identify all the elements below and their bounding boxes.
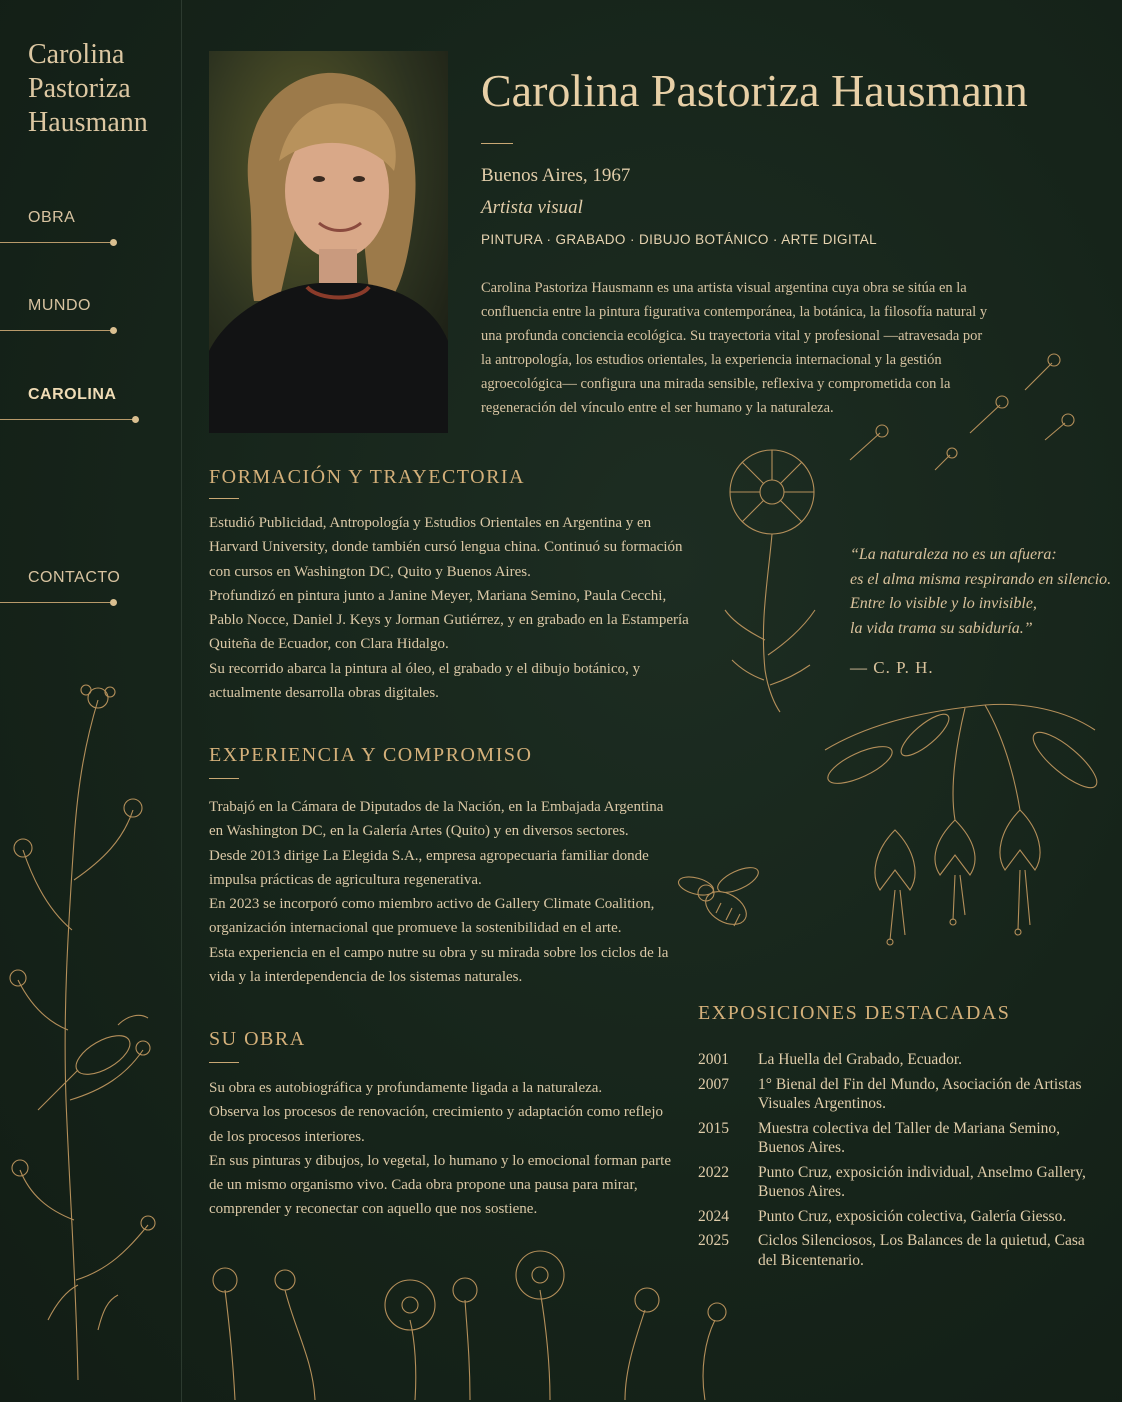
exhibition-year: 2015: [698, 1119, 729, 1137]
nav-label: CAROLINA: [28, 386, 117, 403]
exhibitions-list: [698, 1050, 1098, 1275]
paragraph: En 2023 se incorporó como miembro activo de Gallery Climate Coalition, organización internacional que promueve la sostenibilidad en el arte.: [209, 896, 655, 937]
brand-line: Hausmann: [28, 107, 148, 138]
section-title-exposiciones: EXPOSICIONES DESTACADAS: [698, 1002, 1011, 1024]
nav-dot: [110, 327, 117, 334]
artist-quote: [850, 543, 1111, 641]
obra-text: [209, 1076, 679, 1222]
exhibition-text: Ciclos Silenciosos, Los Balances de la quietud, Casa del Bicentenario.: [758, 1232, 1085, 1269]
exhibition-item: [698, 1050, 1098, 1070]
formacion-text: [209, 511, 699, 705]
brand-line: Pastoriza: [28, 73, 131, 104]
nav-dot: [132, 416, 139, 423]
heading-divider: [481, 143, 513, 144]
paragraph: Su recorrido abarca la pintura al óleo, el grabado y el dibujo botánico, y actualmente desarrolla obras digitales.: [209, 660, 641, 702]
site-logo-text[interactable]: [28, 38, 148, 140]
quote-line: “La naturaleza no es un afuera:: [850, 546, 1057, 563]
paragraph: Desde 2013 dirige La Elegida S.A., empresa agropecuaria familiar donde impulsa prácticas de agricultura regenerativa.: [209, 847, 649, 888]
section-divider: [209, 778, 239, 779]
exhibition-text: Punto Cruz, exposición individual, Anselmo Gallery, Buenos Aires.: [758, 1163, 1086, 1200]
exhibition-text: La Huella del Grabado, Ecuador.: [758, 1051, 962, 1068]
fuchsia-branch-icon: [815, 690, 1105, 990]
paragraph: Trabajó en la Cámara de Diputados de la Nación, en la Embajada Argentina en Washington DC, en la Galería Artes (Quito) y en diversos sectores.: [209, 799, 664, 840]
intro-paragraph: Carolina Pastoriza Hausmann es una artista visual argentina cuya obra se sitúa en la confluencia entre la pintura figurativa contemporánea, la botánica, la filosofía natural y una profunda conciencia ecológica. Su trayectoria vital y profesional —atravesada por la antropología, los estudios orientales, la experiencia internacional y la gestión agroecológica— configura una mirada sensible, reflexiva y comprometida con la regeneración del vínculo entre el ser humano y la naturaleza.: [481, 280, 988, 416]
exhibition-text: Punto Cruz, exposición colectiva, Galería Giesso.: [758, 1207, 1067, 1225]
quote-line: es el alma misma respirando en silencio.: [850, 570, 1112, 588]
section-title-obra: SU OBRA: [209, 1028, 306, 1050]
quote-line: Entre lo visible y lo invisible,: [850, 595, 1037, 612]
nav-label: OBRA: [28, 209, 76, 226]
dandelion-plant-icon: [720, 440, 830, 715]
nav-underline: [0, 419, 135, 420]
exhibition-item: [698, 1207, 1098, 1227]
artist-role: Artista visual: [481, 197, 583, 218]
section-title-experiencia: EXPERIENCIA Y COMPROMISO: [209, 744, 533, 766]
exhibition-item: [698, 1075, 1098, 1114]
bee-icon: [676, 858, 776, 948]
nav-underline: [0, 330, 113, 331]
exhibition-text: Muestra colectiva del Taller de Mariana Semino, Buenos Aires.: [758, 1119, 1061, 1156]
disciplines-list: PINTURA · GRABADO · DIBUJO BOTÁNICO · ARTE DIGITAL: [481, 232, 878, 247]
artist-name-heading: Carolina Pastoriza Hausmann: [481, 65, 1028, 116]
nav-underline: [0, 242, 113, 243]
section-divider: [209, 1062, 239, 1063]
nav-label: MUNDO: [28, 297, 91, 314]
exhibition-year: 2007: [698, 1075, 729, 1093]
botanical-illustration-icon: [8, 680, 178, 1380]
exhibition-item: [698, 1119, 1098, 1158]
exhibition-item: [698, 1231, 1098, 1270]
paragraph: Estudió Publicidad, Antropología y Estudios Orientales en Argentina y en Harvard University, donde también cursó lengua china. Continuó su formación con cursos en Washington DC, Quito y Buenos Aires.: [209, 515, 683, 580]
section-title-formacion: FORMACIÓN Y TRAYECTORIA: [209, 466, 526, 488]
exhibition-text: 1° Bienal del Fin del Mundo, Asociación de Artistas Visuales Argentinos.: [758, 1075, 1082, 1112]
paragraph: Profundizó en pintura junto a Janine Meyer, Mariana Semino, Paula Cecchi, Pablo Nocce, Daniel J. Keys y Jorman Gutiérrez, y en grabado en la Estampería Quiteña de Ecuador, con Clara Hidalgo.: [209, 587, 689, 653]
nav-underline: [0, 602, 113, 603]
paragraph: Observa los procesos de renovación, crecimiento y adaptación como reflejo de los procesos interiores.: [209, 1104, 663, 1145]
portrait-illustration: [209, 51, 448, 433]
exhibition-item: [698, 1163, 1098, 1202]
nav-dot: [110, 599, 117, 606]
exhibition-year: 2001: [698, 1051, 729, 1068]
quote-line: la vida trama su sabiduría.”: [850, 619, 1033, 637]
experiencia-text: [209, 795, 674, 989]
section-divider: [209, 498, 239, 499]
brand-line: Carolina: [28, 39, 125, 70]
birthplace-year: Buenos Aires, 1967: [481, 165, 631, 186]
sidebar: [0, 0, 182, 1402]
paragraph: Su obra es autobiográfica y profundamente ligada a la naturaleza.: [209, 1080, 603, 1096]
exhibition-year: 2024: [698, 1207, 729, 1225]
dandelion-seeds-icon: [840, 345, 1080, 475]
exhibition-year: 2025: [698, 1232, 729, 1249]
paragraph: Esta experiencia en el campo nutre su obra y su mirada sobre los ciclos de la vida y la interdependencia de los sistemas naturales.: [209, 944, 669, 986]
artist-portrait-photo: [209, 51, 448, 433]
exhibition-year: 2022: [698, 1163, 729, 1181]
quote-signature: — C. P. H.: [850, 658, 934, 677]
nav-dot: [110, 239, 117, 246]
paragraph: En sus pinturas y dibujos, lo vegetal, lo humano y lo emocional forman parte de un mismo organismo vivo. Cada obra propone una pausa para mirar, comprender y reconectar con aquello que nos sostiene.: [209, 1152, 671, 1218]
nav-label: CONTACTO: [28, 569, 121, 586]
wildflowers-icon: [195, 1250, 745, 1400]
